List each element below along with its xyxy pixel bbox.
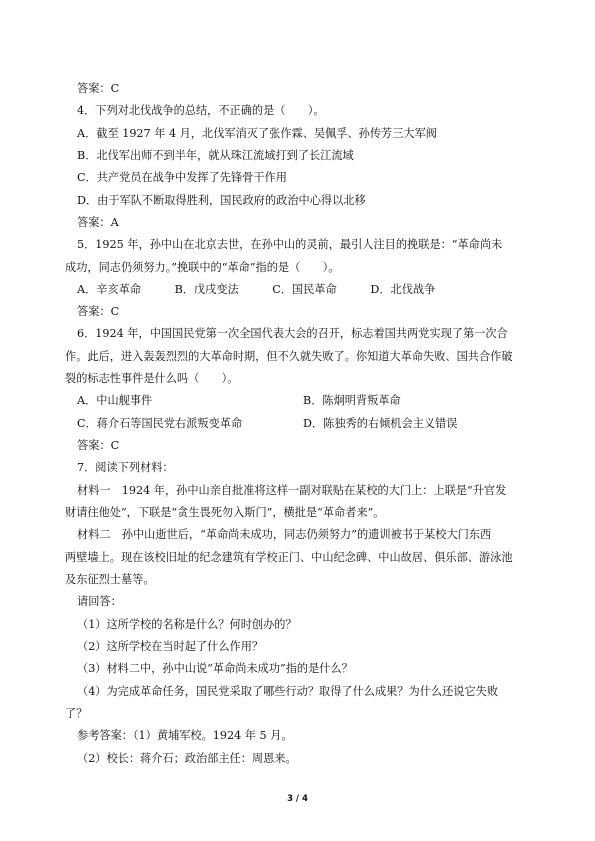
answer-line: 答案：C bbox=[77, 82, 120, 95]
sub-question-4: （4）为完成革命任务，国民党采取了哪些行动？取得了什么成果？为什么还说它失败 bbox=[77, 685, 499, 698]
option-c: C．蒋介石等国民党右派叛变革命 bbox=[77, 417, 243, 430]
option-a: A．截至 1927 年 4 月，北伐军消灭了张作霖、吴佩孚、孙传芳三大军阀 bbox=[77, 127, 437, 140]
question-7: 7．阅读下列材料： bbox=[77, 461, 174, 474]
sub-question-4-cont: 了？ bbox=[65, 707, 88, 720]
sub-question-3: （3）材料二中，孙中山说“革命尚未成功”指的是什么？ bbox=[77, 662, 353, 675]
sub-question-2: （2）这所学校在当时起了什么作用？ bbox=[77, 640, 264, 653]
material-2: 材料二 孙中山逝世后，“革命尚未成功，同志仍须努力”的遗训被书于某校大门东西 bbox=[77, 528, 492, 541]
material-1: 材料一 1924 年，孙中山亲自批准将这样一副对联贴在某校的大门上：上联是“升官发 bbox=[77, 484, 507, 497]
reference-answer: 参考答案：（1）黄埔军校。1924 年 5 月。 bbox=[77, 729, 293, 742]
question-5-options: A．辛亥革命 B．戊戌变法 C．国民革命 D．北伐战争 bbox=[77, 283, 436, 296]
prompt: 请回答： bbox=[77, 595, 122, 608]
question-6: 6．1924 年，中国国民党第一次全国代表大会的召开，标志着国共两党实现了第一次合 bbox=[77, 327, 508, 340]
question-4: 4．下列对北伐战争的总结，不正确的是（ ）。 bbox=[77, 104, 325, 117]
material-2-cont: 及东征烈士墓等。 bbox=[65, 573, 155, 586]
page-number: 3 / 4 bbox=[287, 794, 308, 804]
option-d: D．由于军队不断取得胜利，国民政府的政治中心得以北移 bbox=[77, 194, 366, 207]
material-1-cont: 财请往他处”，下联是“贪生畏死勿入斯门”，横批是“革命者来”。 bbox=[65, 506, 385, 519]
option-b: B．北伐军出师不到半年，就从珠江流域打到了长江流域 bbox=[77, 149, 354, 162]
question-5: 5．1925 年，孙中山在北京去世，在孙中山的灵前，最引人注目的挽联是：“革命尚未 bbox=[77, 238, 503, 251]
sub-question-1: （1）这所学校的名称是什么？何时创办的？ bbox=[77, 618, 297, 631]
question-6-cont: 作。此后，进入轰轰烈烈的大革命时期，但不久就失败了。你知道大革命失败、国共合作破 bbox=[65, 350, 513, 363]
question-5-cont: 成功，同志仍须努力。”挽联中的“革命”指的是（ ）。 bbox=[65, 261, 340, 274]
option-c: C．共产党员在战争中发挥了先锋骨干作用 bbox=[77, 171, 287, 184]
option-b: B．陈炯明背叛革命 bbox=[303, 394, 401, 407]
option-a: A．中山舰事件 bbox=[77, 394, 153, 407]
material-2-cont: 两壁墙上。现在该校旧址的纪念建筑有学校正门、中山纪念碑、中山故居、俱乐部、游泳池 bbox=[65, 551, 513, 564]
question-6-cont: 裂的标志性事件是什么吗（ ）。 bbox=[65, 372, 239, 385]
reference-answer-2: （2）校长：蒋介石；政治部主任：周恩来。 bbox=[77, 752, 297, 765]
answer-line: 答案：C bbox=[77, 305, 120, 318]
option-d: D．陈独秀的右倾机会主义错误 bbox=[303, 417, 458, 430]
answer-line: 答案：C bbox=[77, 439, 120, 452]
answer-line: 答案：A bbox=[77, 216, 119, 229]
